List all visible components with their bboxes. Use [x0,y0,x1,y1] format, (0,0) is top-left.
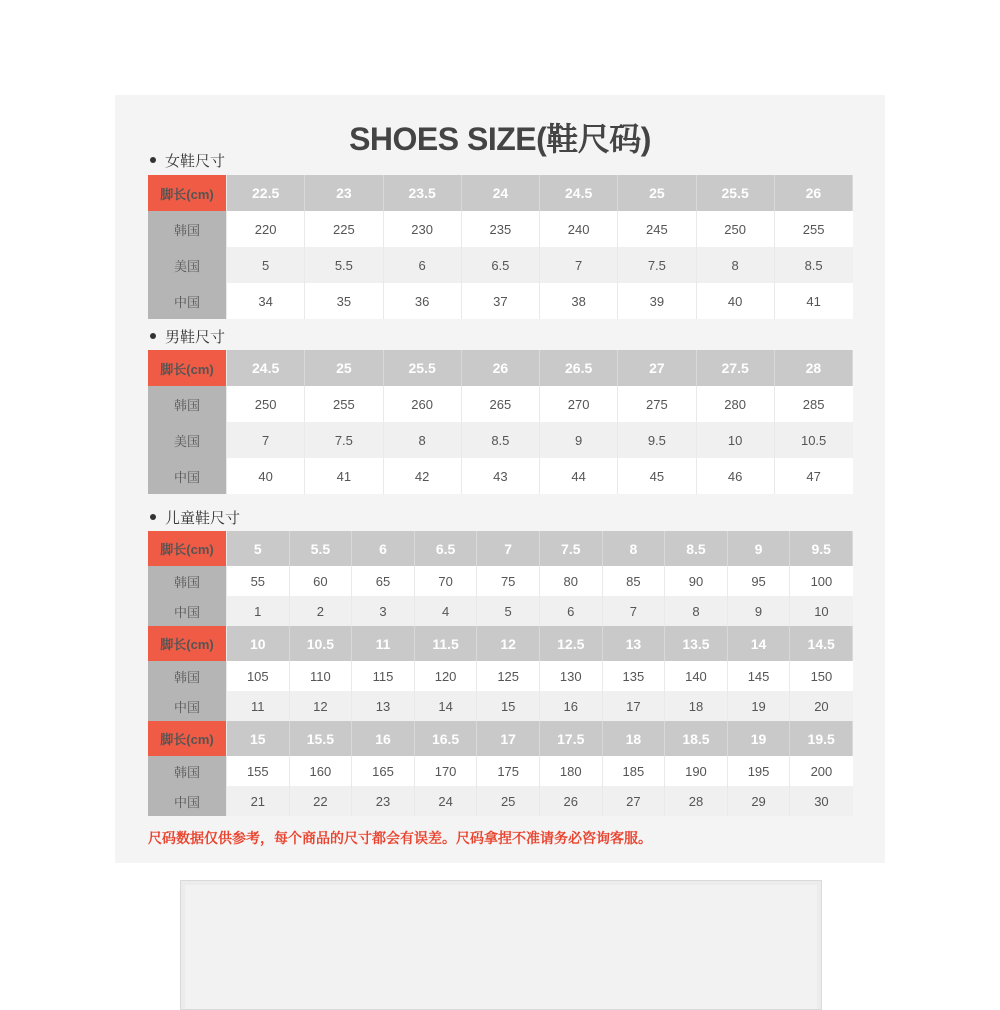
size-cell: 7.5 [305,422,383,458]
size-cell: 38 [540,283,618,319]
table-row [148,721,853,756]
table-row [148,175,853,211]
kids-section-label: 儿童鞋尺寸 [150,507,240,528]
size-disclaimer: 尺码数据仅供参考，每个商品的尺寸都会有误差。尺码拿捏不准请务必咨询客服。 [148,830,652,846]
size-cell: 95 [727,566,790,596]
size-cell: 9 [727,531,790,566]
size-cell: 9.5 [790,531,853,566]
size-cell: 5 [227,247,305,283]
size-cell: 47 [774,458,852,494]
row-label: 脚长(cm) [148,175,227,211]
table-row [148,596,853,626]
size-cell: 17.5 [539,721,602,756]
table-row [148,566,853,596]
row-label: 中国 [148,283,227,319]
size-cell: 15 [227,721,290,756]
size-cell: 200 [790,756,853,786]
size-cell: 12 [289,691,352,721]
size-cell: 28 [665,786,728,816]
size-cell: 24 [414,786,477,816]
row-label: 中国 [148,458,227,494]
women-size-table [148,175,853,319]
size-cell: 285 [774,386,852,422]
size-cell: 190 [665,756,728,786]
table-row [148,786,853,816]
size-cell: 25 [618,175,696,211]
size-cell: 5.5 [289,531,352,566]
size-cell: 65 [352,566,415,596]
size-cell: 40 [227,458,305,494]
page-title: SHOES SIZE(鞋尺码) [349,121,651,157]
row-label: 中国 [148,596,227,626]
size-cell: 220 [227,211,305,247]
size-cell: 18.5 [665,721,728,756]
size-cell: 2 [289,596,352,626]
size-cell: 8.5 [461,422,539,458]
table-row [148,531,853,566]
size-cell: 35 [305,283,383,319]
size-cell: 85 [602,566,665,596]
size-cell: 10 [790,596,853,626]
size-cell: 12 [477,626,540,661]
size-cell: 70 [414,566,477,596]
size-cell: 6.5 [414,531,477,566]
size-cell: 180 [539,756,602,786]
size-cell: 255 [305,386,383,422]
size-cell: 130 [539,661,602,691]
size-cell: 6 [352,531,415,566]
size-cell: 24 [461,175,539,211]
size-cell: 27 [618,350,696,386]
size-cell: 16.5 [414,721,477,756]
size-cell: 23 [352,786,415,816]
size-cell: 13 [352,691,415,721]
size-cell: 29 [727,786,790,816]
size-cell: 8 [383,422,461,458]
size-cell: 14 [727,626,790,661]
size-cell: 225 [305,211,383,247]
size-cell: 7 [602,596,665,626]
row-label: 脚长(cm) [148,626,227,661]
row-label: 韩国 [148,566,227,596]
size-cell: 80 [539,566,602,596]
size-cell: 46 [696,458,774,494]
size-cell: 5.5 [305,247,383,283]
size-cell: 40 [696,283,774,319]
table-row [148,756,853,786]
size-cell: 19.5 [790,721,853,756]
size-cell: 10 [227,626,290,661]
size-cell: 28 [774,350,852,386]
table-row [148,211,853,247]
size-cell: 36 [383,283,461,319]
size-cell: 6 [539,596,602,626]
size-cell: 26 [539,786,602,816]
size-cell: 9.5 [618,422,696,458]
size-cell: 150 [790,661,853,691]
size-cell: 24.5 [227,350,305,386]
size-cell: 19 [727,691,790,721]
size-cell: 24.5 [540,175,618,211]
size-cell: 23.5 [383,175,461,211]
size-cell: 45 [618,458,696,494]
size-cell: 125 [477,661,540,691]
size-cell: 135 [602,661,665,691]
row-label: 韩国 [148,661,227,691]
size-cell: 195 [727,756,790,786]
size-cell: 30 [790,786,853,816]
size-cell: 10 [696,422,774,458]
table-row [148,661,853,691]
women-section-label: 女鞋尺寸 [150,150,225,171]
size-cell: 90 [665,566,728,596]
size-cell: 105 [227,661,290,691]
size-cell: 155 [227,756,290,786]
size-cell: 16 [352,721,415,756]
size-cell: 39 [618,283,696,319]
size-cell: 11 [227,691,290,721]
size-cell: 42 [383,458,461,494]
size-cell: 250 [696,211,774,247]
size-cell: 22.5 [227,175,305,211]
size-cell: 9 [727,596,790,626]
size-cell: 6.5 [461,247,539,283]
size-cell: 27.5 [696,350,774,386]
size-cell: 140 [665,661,728,691]
size-cell: 11 [352,626,415,661]
size-cell: 16 [539,691,602,721]
size-cell: 160 [289,756,352,786]
row-label: 脚长(cm) [148,721,227,756]
size-cell: 7 [227,422,305,458]
row-label: 脚长(cm) [148,531,227,566]
table-row [148,386,853,422]
size-cell: 27 [602,786,665,816]
men-section-label: 男鞋尺寸 [150,326,225,347]
size-cell: 25 [477,786,540,816]
size-cell: 230 [383,211,461,247]
row-label: 美国 [148,247,227,283]
table-row [148,247,853,283]
size-cell: 25.5 [696,175,774,211]
size-cell: 17 [477,721,540,756]
size-cell: 1 [227,596,290,626]
size-cell: 185 [602,756,665,786]
size-cell: 26.5 [540,350,618,386]
size-cell: 175 [477,756,540,786]
table-row [148,458,853,494]
men-size-table [148,350,853,494]
size-cell: 25 [305,350,383,386]
size-cell: 4 [414,596,477,626]
size-cell: 265 [461,386,539,422]
table-row [148,350,853,386]
size-cell: 15 [477,691,540,721]
size-cell: 10.5 [774,422,852,458]
size-cell: 235 [461,211,539,247]
size-cell: 26 [774,175,852,211]
size-cell: 75 [477,566,540,596]
size-cell: 270 [540,386,618,422]
size-cell: 18 [602,721,665,756]
size-cell: 13 [602,626,665,661]
size-cell: 7 [477,531,540,566]
product-box-image [180,880,822,1010]
size-cell: 26 [461,350,539,386]
size-cell: 11.5 [414,626,477,661]
size-cell: 7 [540,247,618,283]
size-cell: 23 [305,175,383,211]
size-cell: 43 [461,458,539,494]
size-cell: 3 [352,596,415,626]
size-cell: 5 [477,596,540,626]
size-cell: 34 [227,283,305,319]
size-cell: 240 [540,211,618,247]
size-cell: 280 [696,386,774,422]
table-row [148,283,853,319]
size-cell: 165 [352,756,415,786]
size-cell: 60 [289,566,352,596]
size-cell: 110 [289,661,352,691]
table-row [148,626,853,661]
size-cell: 21 [227,786,290,816]
size-cell: 275 [618,386,696,422]
size-cell: 8.5 [774,247,852,283]
size-cell: 14 [414,691,477,721]
size-cell: 8 [665,596,728,626]
size-cell: 145 [727,661,790,691]
row-label: 脚长(cm) [148,350,227,386]
size-cell: 37 [461,283,539,319]
size-cell: 10.5 [289,626,352,661]
size-cell: 17 [602,691,665,721]
size-cell: 5 [227,531,290,566]
size-cell: 22 [289,786,352,816]
bullet-icon [150,157,156,163]
size-cell: 15.5 [289,721,352,756]
size-cell: 12.5 [539,626,602,661]
kids-size-table [148,531,853,816]
size-cell: 115 [352,661,415,691]
size-cell: 13.5 [665,626,728,661]
size-cell: 120 [414,661,477,691]
table-row [148,691,853,721]
size-cell: 8 [696,247,774,283]
row-label: 中国 [148,786,227,816]
bullet-icon [150,514,156,520]
size-cell: 7.5 [539,531,602,566]
product-box-lid [185,885,817,1009]
size-cell: 255 [774,211,852,247]
size-cell: 18 [665,691,728,721]
size-cell: 7.5 [618,247,696,283]
size-cell: 245 [618,211,696,247]
size-cell: 6 [383,247,461,283]
size-cell: 41 [305,458,383,494]
size-cell: 8 [602,531,665,566]
row-label: 韩国 [148,211,227,247]
size-cell: 44 [540,458,618,494]
size-cell: 14.5 [790,626,853,661]
row-label: 美国 [148,422,227,458]
size-cell: 20 [790,691,853,721]
row-label: 中国 [148,691,227,721]
size-cell: 8.5 [665,531,728,566]
size-cell: 250 [227,386,305,422]
size-cell: 170 [414,756,477,786]
size-cell: 9 [540,422,618,458]
size-cell: 55 [227,566,290,596]
bullet-icon [150,333,156,339]
size-cell: 260 [383,386,461,422]
size-cell: 19 [727,721,790,756]
row-label: 韩国 [148,756,227,786]
size-cell: 41 [774,283,852,319]
size-cell: 100 [790,566,853,596]
size-cell: 25.5 [383,350,461,386]
table-row [148,422,853,458]
row-label: 韩国 [148,386,227,422]
